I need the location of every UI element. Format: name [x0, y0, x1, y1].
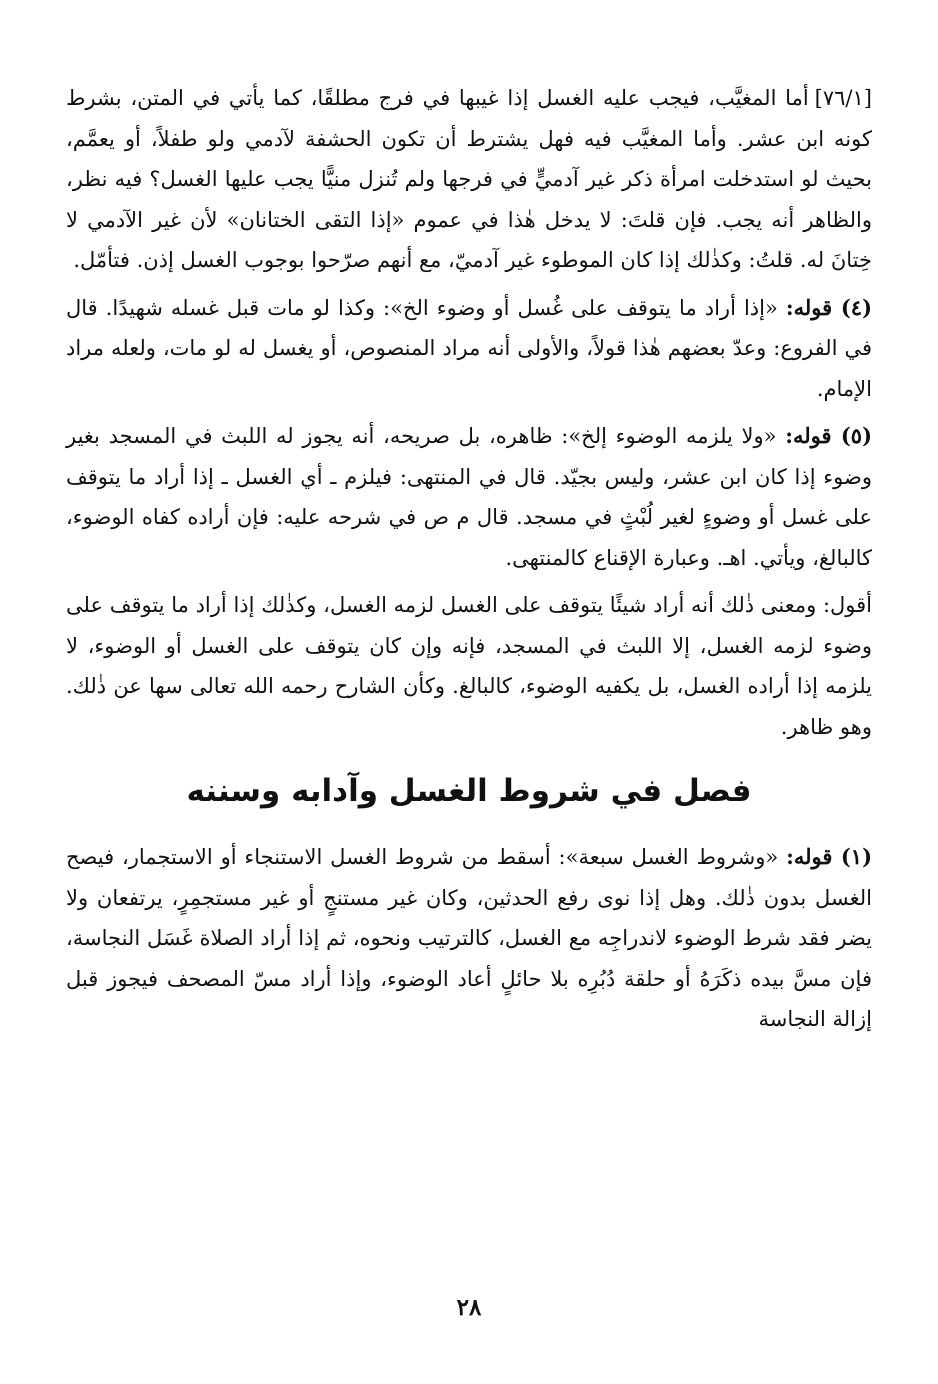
note-lead: (١) قوله: — [786, 844, 872, 869]
paragraph-3 — [66, 416, 872, 578]
paragraph-1 — [66, 78, 872, 281]
section-heading: فصل في شروط الغسل وآدابه وسننه — [186, 773, 752, 809]
paragraph-text: «ولا يلزمه الوضوء إلخ»: ظاهره، بل صريحه، أنه يجوز له اللبث في المسجد بغير وضوء إذا كان ابن عشر، وليس بجيّد. قال في المنتهى: فيلزم ـ أي الغسل ـ إذا أراد ما يتوقف على غسل أو وضوءٍ لغير لُبْثٍ في مسجد. قال م ص في شرحه عليه: فإن أراده كفاه الوضوء، كالبالغ، ويأتي. اهـ. وعبارة الإقناع كالمنتهى. — [66, 424, 872, 570]
paragraph-5 — [66, 837, 872, 1040]
note-lead: (٥) قوله: — [785, 423, 872, 448]
margin-reference: [٧٦/١] — [814, 86, 872, 110]
page-number: ٢٨ — [456, 1294, 482, 1321]
paragraph-text: «وشروط الغسل سبعة»: أسقط من شروط الغسل الاستنجاء أو الاستجمار، فيصح الغسل بدون ذٰلك. وهل إذا نوى رفع الحدثين، وكان غير مستنجٍ أو غير مستجمِرٍ، يرتفعان ولا يضر فقد شرط الوضوء لاندراجِه مع الغسل، كالترتيب ونحوه، ثم إذا أراد الصلاة غَسَل النجاسة، فإن مسَّ بيده ذكَرَهُ أو حلقة دُبُرِه بلا حائلٍ أعاد الوضوء، وإذا أراد مسّ المصحف فيجوز قبل إزالة النجاسة — [66, 845, 873, 1031]
paragraph-text: أما المغيَّب، فيجب عليه الغسل إذا غيبها في فرج مطلقًا، كما يأتي في المتن، بشرط كونه ابن عشر. وأما المغيَّب فيه فهل يشترط أن تكون الحشفة لآدمي ولو طفلاً، أو يعمَّم، بحيث لو استدخلت امرأة ذكر غير آدميٍّ في فرجها ولم تُنزل منيًّا يجب عليها الغسل؟ فيه نظر، والظاهر أنه يجب. فإن قلتَ: لا يدخل هٰذا في عموم «إذا التقى الختانان» لأن غير الآدمي لا خِتانَ له. قلتُ: وكذٰلك إذا كان الموطوء غير آدميّ، مع أنهم صرّحوا بوجوب الغسل إذن. فتأمّل. — [66, 86, 872, 272]
paragraph-4 — [66, 585, 872, 747]
paragraph-text: «إذا أراد ما يتوقف على غُسل أو وضوء الخ»: وكذا لو مات قبل غسله شهيدًا. قال في الفروع: وعدّ بعضهم هٰذا قولاً، والأولى أنه مراد المنصوص، أو يغسل له لو مات، ولعله مراد الإمام. — [66, 295, 872, 401]
paragraph-2 — [66, 288, 872, 410]
paragraph-text: أقول: ومعنى ذٰلك أنه أراد شيئًا يتوقف على الغسل لزمه الغسل، وكذٰلك إذا أراد ما يتوقف على وضوء لزمه الغسل، إلا اللبث في المسجد، فإنه وإن كان يتوقف على الغسل أو الوضوء، لا يلزمه إذا أراده الغسل، بل يكفيه الوضوء، كالبالغ. وكأن الشارح رحمه الله تعالى سها عن ذٰلك. وهو ظاهر. — [66, 593, 872, 739]
book-page — [66, 78, 872, 1040]
note-lead: (٤) قوله: — [785, 294, 872, 320]
